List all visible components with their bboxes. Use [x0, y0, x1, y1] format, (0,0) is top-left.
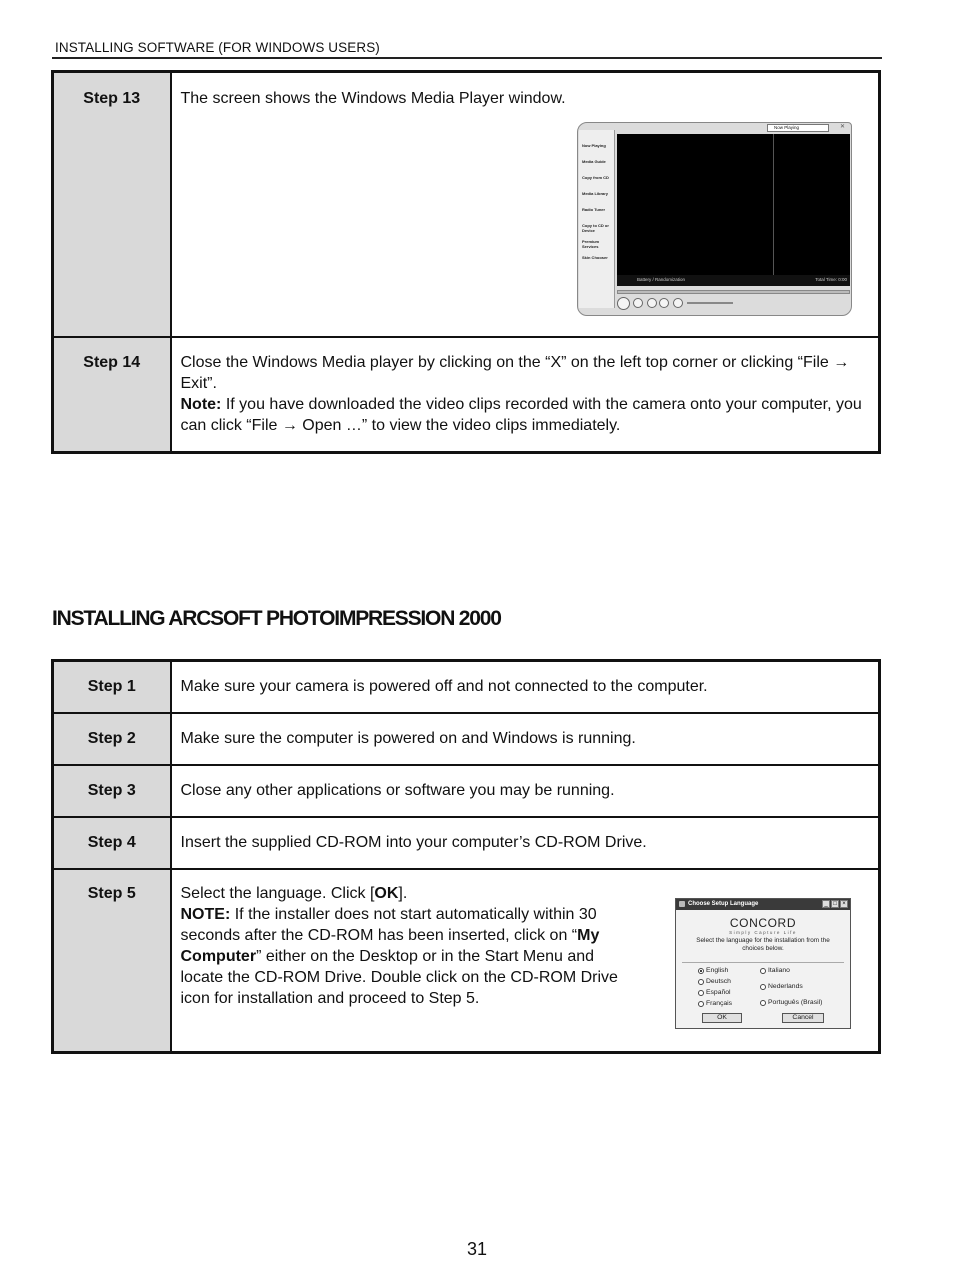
table-row-step-4 — [53, 817, 880, 869]
maximize-icon: □ — [831, 900, 839, 908]
option-italiano — [760, 967, 790, 974]
option-label: Italiano — [768, 967, 790, 974]
step-label: Step 14 — [53, 337, 171, 453]
close-icon: ✕ — [840, 124, 846, 130]
step-14-text: Close the Windows Media player by clicking on the “X” on the left top corner or clicking “File → Exit”. — [180, 353, 850, 392]
step-label: Step 1 — [53, 661, 171, 713]
radio-icon — [760, 1000, 766, 1006]
note-part-2: ” either on the Desktop or in the Start Menu and locate the CD-ROM Drive. Double click on the CD-ROM Drive icon for installation and proceed to Step 5. — [180, 947, 618, 1007]
step-5-text — [181, 883, 641, 1009]
my-computer-emphasis: My Computer — [180, 926, 600, 965]
table-row-step-2 — [53, 713, 880, 765]
step-description — [171, 337, 880, 453]
minimize-icon: _ — [822, 900, 830, 908]
nav-now-playing: Now Playing — [582, 143, 606, 148]
step-description: Close any other applications or software you may be running. — [171, 765, 880, 817]
step-description: Make sure the computer is powered on and Windows is running. — [171, 713, 880, 765]
play-icon — [617, 297, 630, 310]
radio-icon — [698, 1001, 704, 1007]
total-time: Total Time: 0:00 — [815, 277, 847, 282]
step-description: Insert the supplied CD-ROM into your computer’s CD-ROM Drive. — [171, 817, 880, 869]
video-area — [617, 134, 850, 286]
radio-icon — [760, 984, 766, 990]
option-label: Español — [706, 989, 731, 996]
now-playing-dropdown: Now Playing — [767, 124, 829, 132]
playback-controls — [615, 298, 845, 312]
note-text: If you have downloaded the video clips recorded with the camera onto your computer, you can click “File → Open …” to view the video clips immediately. — [180, 395, 862, 434]
nav-premium-services: Premium Services — [582, 239, 600, 249]
header-rule — [52, 57, 882, 59]
concord-logo: CONCORD — [729, 916, 797, 930]
step-label: Step 13 — [53, 72, 171, 337]
option-label: Português (Brasil) — [768, 999, 823, 1006]
option-label: English — [706, 967, 729, 974]
nav-copy-from-cd: Copy from CD — [582, 175, 609, 180]
step-description: Make sure your camera is powered off and not connected to the computer. — [171, 661, 880, 713]
radio-selected-icon — [698, 968, 704, 974]
step-5-line1-pre: Select the language. Click [ — [180, 884, 375, 902]
nav-radio-tuner: Radio Tuner — [582, 207, 606, 212]
note-part-1: If the installer does not start automatically within 30 seconds after the CD-ROM has been inserted, click on “ — [180, 905, 597, 944]
step-label: Step 4 — [53, 817, 171, 869]
status-text: Battery / Randomization — [637, 277, 686, 282]
step-5-line1-post: ]. — [398, 884, 408, 902]
option-label: Français — [706, 1000, 733, 1007]
radio-icon — [698, 979, 704, 985]
next-icon — [659, 298, 669, 308]
close-icon: × — [840, 900, 848, 908]
volume-slider — [687, 302, 733, 304]
nav-media-library: Media Library — [582, 191, 609, 196]
nav-media-guide: Media Guide — [582, 159, 606, 164]
step-label: Step 5 — [53, 869, 171, 1053]
page-number: 31 — [466, 1239, 488, 1259]
option-label: Deutsch — [706, 978, 731, 985]
radio-icon — [698, 990, 704, 996]
stop-icon — [633, 298, 643, 308]
app-icon — [679, 901, 685, 907]
table-row-step-14 — [53, 337, 880, 453]
option-francais — [698, 1000, 732, 1007]
section-title: INSTALLING ARCSOFT PHOTOIMPRESSION 2000 — [52, 607, 501, 630]
option-deutsch — [698, 978, 731, 985]
video-divider — [773, 134, 774, 286]
table-row-step-1 — [53, 661, 880, 713]
dialog-message: Select the language for the installation from the choices below. — [696, 937, 830, 952]
option-english — [698, 967, 728, 974]
dialog-separator — [682, 962, 844, 963]
setup-language-dialog — [675, 898, 851, 1029]
radio-icon — [760, 968, 766, 974]
note-label: Note: — [180, 395, 222, 413]
ok-emphasis: OK — [374, 884, 399, 902]
mute-icon — [673, 298, 683, 308]
note-label: NOTE: — [180, 905, 231, 923]
step-label: Step 3 — [53, 765, 171, 817]
option-portugues — [760, 999, 822, 1006]
option-label: Nederlands — [768, 983, 803, 990]
cancel-button: Cancel — [782, 1013, 824, 1023]
running-header: INSTALLING SOFTWARE (FOR WINDOWS USERS) — [55, 40, 380, 55]
dialog-window-buttons — [822, 900, 848, 908]
table-row-step-3 — [53, 765, 880, 817]
status-bar — [617, 275, 850, 286]
option-nederlands — [760, 983, 803, 990]
dialog-title: Choose Setup Language — [676, 899, 850, 910]
logo-tagline: Simply Capture Life — [729, 930, 797, 935]
media-player-screenshot — [577, 122, 852, 316]
nav-skin-chooser: Skin Chooser — [582, 255, 608, 260]
seek-bar — [617, 290, 850, 294]
ok-button: OK — [702, 1013, 742, 1023]
step-13-text: The screen shows the Windows Media Player window. — [180, 90, 566, 107]
previous-icon — [647, 298, 657, 308]
nav-copy-to-device: Copy to CD or Device — [582, 223, 609, 233]
media-player-sidebar — [579, 130, 615, 308]
option-espanol — [698, 989, 731, 996]
step-label: Step 2 — [53, 713, 171, 765]
